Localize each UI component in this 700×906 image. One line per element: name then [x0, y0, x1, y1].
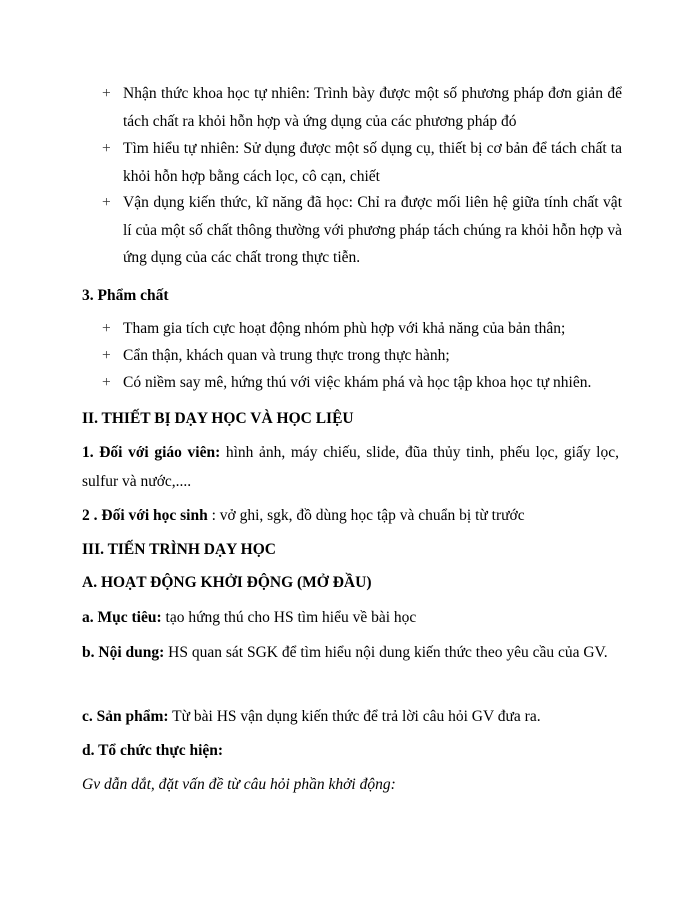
product-label: c. Sản phẩm: [82, 708, 169, 725]
bullet-item [102, 189, 622, 272]
content-label: b. Nội dung: [82, 644, 165, 661]
plus-bullet-icon: + [102, 140, 111, 157]
teacher-materials [82, 438, 619, 496]
plus-bullet-icon: + [102, 85, 111, 102]
section-heading-process: III. TIẾN TRÌNH DẠY HỌC [82, 541, 276, 558]
bullet-text: Tìm hiểu tự nhiên: Sử dụng được một số dụng cụ, thiết bị cơ bản để tách chất ta khỏi hỗn hợp bằng cách lọc, cô cạn, chiết [123, 140, 622, 185]
plus-bullet-icon: + [102, 347, 111, 364]
plus-bullet-icon: + [102, 374, 111, 391]
intro-text: Gv dẫn dắt, đặt vấn đề từ câu hỏi phần khởi động: [82, 776, 396, 793]
teacher-label: 1. Đối với giáo viên: [82, 444, 221, 461]
product-paragraph [82, 702, 619, 731]
bullet-item [102, 80, 622, 135]
student-text: : vở ghi, sgk, đồ dùng học tập và chuẩn bị từ trước [207, 507, 525, 524]
content-text: HS quan sát SGK để tìm hiểu nội dung kiến thức theo yêu cầu của GV. [164, 644, 608, 661]
bullet-text: Cẩn thận, khách quan và trung thực trong thực hành; [123, 347, 450, 364]
section-heading-equipment: II. THIẾT BỊ DẠY HỌC VÀ HỌC LIỆU [82, 410, 354, 427]
section-heading-qualities: 3. Phẩm chất [82, 287, 169, 304]
bullet-item [102, 315, 622, 343]
bullet-text: Vận dụng kiến thức, kĩ năng đã học: Chỉ ra được mối liên hệ giữa tính chất vật lí của một số chất thông thường với phương pháp tách chúng ra khỏi hỗn hợp và ứng dụng của các chất trong thực tiễn. [123, 194, 622, 266]
plus-bullet-icon: + [102, 194, 111, 211]
goal-text: tạo hứng thú cho HS tìm hiểu về bài học [161, 609, 417, 626]
student-label: 2 . Đối với học sinh [82, 507, 208, 524]
student-materials [82, 501, 619, 530]
activity-heading: A. HOẠT ĐỘNG KHỞI ĐỘNG (MỞ ĐẦU) [82, 574, 372, 591]
teacher-text: hình ảnh, máy chiếu, slide, đũa thủy tinh, phếu lọc, giấy lọc, sulfur và nước,.... [82, 444, 619, 490]
bullet-item [102, 342, 622, 370]
bullet-item [102, 369, 622, 397]
plus-bullet-icon: + [102, 320, 111, 337]
organize-heading: d. Tổ chức thực hiện: [82, 742, 224, 759]
product-text: Từ bài HS vận dụng kiến thức để trả lời câu hỏi GV đưa ra. [168, 708, 541, 725]
bullet-text: Tham gia tích cực hoạt động nhóm phù hợp với khả năng của bản thân; [123, 320, 566, 337]
goal-paragraph [82, 603, 619, 632]
bullet-item [102, 135, 622, 190]
bullet-text: Có niềm say mê, hứng thú với việc khám phá và học tập khoa học tự nhiên. [123, 374, 592, 391]
goal-label: a. Mục tiêu: [82, 609, 162, 626]
bullet-text: Nhận thức khoa học tự nhiên: Trình bày được một số phương pháp đơn giản để tách chất ra khỏi hỗn hợp và ứng dụng của các phương pháp đó [123, 85, 622, 130]
content-paragraph [82, 638, 619, 667]
